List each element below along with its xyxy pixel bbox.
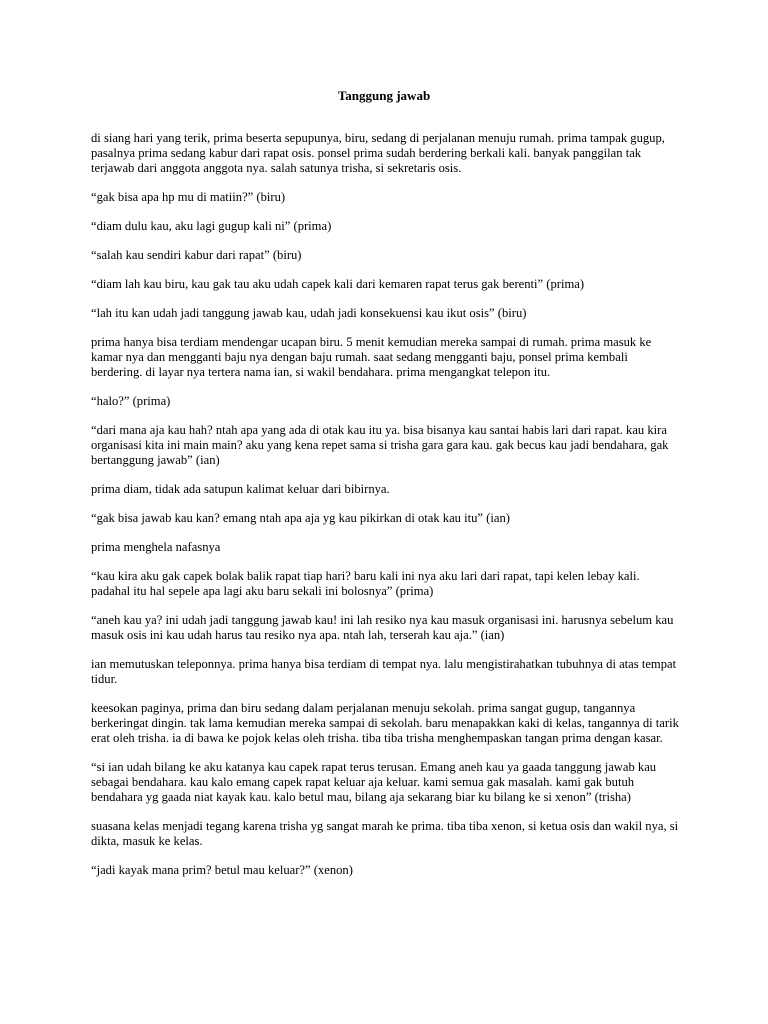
- paragraph: prima diam, tidak ada satupun kalimat keluar dari bibirnya.: [91, 482, 390, 496]
- paragraph: “kau kira aku gak capek bolak balik rapat tiap hari? baru kali ini nya aku lari dari rapat, tapi kelen lebay kali. padahal itu hal sepele apa lagi aku baru sekali ini bolosnya” (prima): [91, 569, 640, 598]
- paragraph: “diam dulu kau, aku lagi gugup kali ni” (prima): [91, 219, 332, 233]
- paragraph: “lah itu kan udah jadi tanggung jawab kau, udah jadi konsekuensi kau ikut osis” (biru): [91, 306, 527, 320]
- paragraph: “jadi kayak mana prim? betul mau keluar?” (xenon): [91, 863, 353, 877]
- paragraph: “diam lah kau biru, kau gak tau aku udah capek kali dari kemaren rapat terus gak berenti” (prima): [91, 277, 585, 291]
- paragraph: “gak bisa apa hp mu di matiin?” (biru): [91, 190, 286, 204]
- paragraph: di siang hari yang terik, prima beserta sepupunya, biru, sedang di perjalanan menuju rumah. prima tampak gugup, pasalnya prima sedang kabur dari rapat osis. ponsel prima sudah berdering berkali kali. banyak panggilan tak terjawab dari anggota anggota nya. salah satunya trisha, si sekretaris osis.: [91, 131, 665, 175]
- paragraph: keesokan paginya, prima dan biru sedang dalam perjalanan menuju sekolah. prima sangat gugup, tangannya berkeringat dingin. tak lama kemudian mereka sampai di sekolah. baru menapakkan kaki di kelas, tangannya di tarik erat oleh trisha. ia di bawa ke pojok kelas oleh trisha. tiba tiba trisha menghempaskan tangan prima dengan kasar.: [91, 701, 679, 745]
- paragraph: “dari mana aja kau hah? ntah apa yang ada di otak kau itu ya. bisa bisanya kau santai habis lari dari rapat. kau kira organisasi kita ini main main? aku yang kena repet sama si trisha gara gara kau. gak becus kau jadi bendahara, gak bertanggung jawab” (ian): [91, 423, 669, 467]
- document-title: Tanggung jawab: [337, 88, 431, 103]
- paragraph: “salah kau sendiri kabur dari rapat” (biru): [91, 248, 302, 262]
- paragraph: “halo?” (prima): [91, 394, 171, 408]
- paragraph: ian memutuskan teleponnya. prima hanya bisa terdiam di tempat nya. lalu mengistirahatkan tubuhnya di atas tempat tidur.: [91, 657, 677, 686]
- paragraph: prima hanya bisa terdiam mendengar ucapan biru. 5 menit kemudian mereka sampai di rumah. prima masuk ke kamar nya dan mengganti baju nya dengan baju rumah. saat sedang mengganti baju, ponsel prima kembali berdering. di layar nya tertera nama ian, si wakil bendahara. prima mengangkat telepon itu.: [91, 335, 652, 379]
- document-body: [91, 131, 681, 892]
- paragraph: “si ian udah bilang ke aku katanya kau capek rapat terus terusan. Emang aneh kau ya gaada tanggung jawab kau sebagai bendahara. kau kalo emang capek rapat keluar aja keluar. kami semua gak masalah. kami gak butuh bendahara yg gaada niat kayak kau. kalo betul mau, bilang aja sekarang biar ku bilang ke si xenon” (trisha): [91, 760, 657, 804]
- paragraph: “gak bisa jawab kau kan? emang ntah apa aja yg kau pikirkan di otak kau itu” (ian): [91, 511, 510, 525]
- paragraph: prima menghela nafasnya: [91, 540, 221, 554]
- paragraph: suasana kelas menjadi tegang karena trisha yg sangat marah ke prima. tiba tiba xenon, si ketua osis dan wakil nya, si dikta, masuk ke kelas.: [91, 819, 679, 848]
- paragraph: “aneh kau ya? ini udah jadi tanggung jawab kau! ini lah resiko nya kau masuk organisasi ini. harusnya sebelum kau masuk osis ini kau udah harus tau resiko nya apa. ntah lah, terserah kau aja.” (ian): [91, 613, 674, 642]
